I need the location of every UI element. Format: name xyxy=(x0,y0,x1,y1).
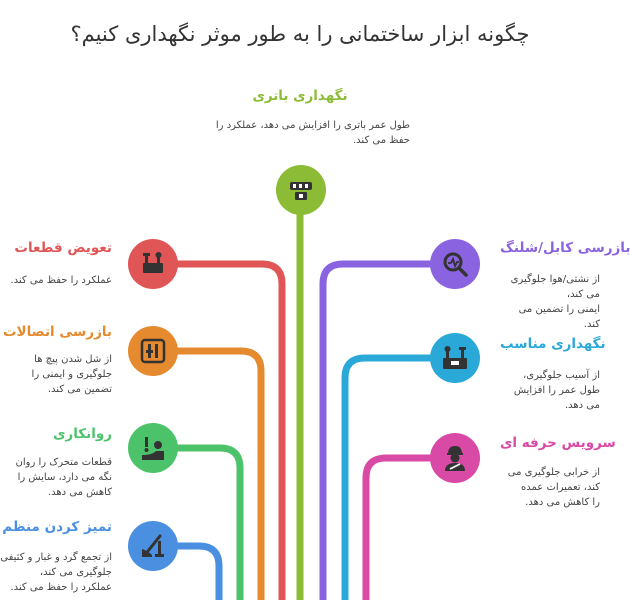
desc-proper-storage-line2: می دهد. xyxy=(564,400,600,411)
tools-repair-icon xyxy=(138,249,168,279)
node-proper-storage xyxy=(430,333,480,383)
desc-proper-storage-line1: از آسیب جلوگیری، طول عمر را افزایش xyxy=(513,370,600,396)
desc-professional-service-line2: را کاهش می دهد. xyxy=(525,497,600,508)
node-battery xyxy=(276,165,326,215)
wire-right-2 xyxy=(345,358,455,600)
page-title: چگونه ابزار ساختمانی را به طور موثر نگهداری کنیم؟ xyxy=(70,22,530,46)
desc-inspect-connections-line1: از شل شدن پیچ ها جلوگیری و ایمنی را xyxy=(31,354,112,380)
desc-professional-service-line1: از خرابی جلوگیری می کند، تعمیرات عمده xyxy=(507,467,600,493)
toolbox-icon xyxy=(440,343,470,373)
desc-regular-cleaning-line2: عملکرد را حفظ می کند. xyxy=(10,582,112,593)
desc-lubrication-line1: قطعات متحرک را روان نگه می دارد، سایش را xyxy=(15,457,112,483)
desc-inspect-connections-line2: تضمین می کند. xyxy=(47,384,112,395)
desc-lubrication xyxy=(0,455,112,500)
desc-cable-inspection-line2: ایمنی را تضمین می کند. xyxy=(518,304,600,330)
node-cable-inspection xyxy=(430,239,480,289)
mechanic-icon xyxy=(440,443,470,473)
node-lubrication xyxy=(128,423,178,473)
desc-proper-storage xyxy=(500,368,600,413)
heading-replace-parts: تعویض قطعات xyxy=(14,240,112,256)
desc-replace-parts xyxy=(10,273,112,288)
node-inspect-connections xyxy=(128,326,178,376)
desc-professional-service xyxy=(500,465,600,510)
heading-regular-cleaning: تمیز کردن منظم xyxy=(2,519,112,535)
desc-regular-cleaning xyxy=(0,550,112,595)
node-professional-service xyxy=(430,433,480,483)
node-regular-cleaning xyxy=(128,521,178,571)
magnifier-cable-icon xyxy=(440,249,470,279)
heading-battery: نگهداری باتری xyxy=(252,88,348,104)
desc-cable-inspection-line1: از نشتی/هوا جلوگیری می کند، xyxy=(510,274,600,300)
heading-cable-inspection: بازرسی کابل/شلنگ xyxy=(500,240,630,256)
heading-inspect-connections: بازرسی اتصالات xyxy=(2,324,112,340)
desc-battery-line1: طول عمر باتری را افزایش می دهد، عملکرد را xyxy=(215,120,410,131)
heading-professional-service: سرویس حرفه ای xyxy=(500,435,616,451)
desc-battery-line2: حفظ می کند. xyxy=(353,135,410,146)
desc-replace-parts-line1: عملکرد را حفظ می کند. xyxy=(10,275,112,286)
broom-icon xyxy=(138,531,168,561)
desc-inspect-connections xyxy=(0,352,112,397)
screwdriver-wrench-icon xyxy=(138,336,168,366)
battery-charger-icon xyxy=(286,175,316,205)
heading-proper-storage: نگهداری مناسب xyxy=(500,336,606,352)
desc-battery xyxy=(190,118,410,148)
desc-lubrication-line2: کاهش می دهد. xyxy=(47,487,112,498)
desc-cable-inspection xyxy=(500,272,600,332)
node-replace-parts xyxy=(128,239,178,289)
desc-regular-cleaning-line1: از تجمع گرد و غبار و کثیفی جلوگیری می کند، xyxy=(0,552,112,578)
heading-lubrication: روانکاری xyxy=(53,426,112,442)
oil-can-icon xyxy=(138,433,168,463)
